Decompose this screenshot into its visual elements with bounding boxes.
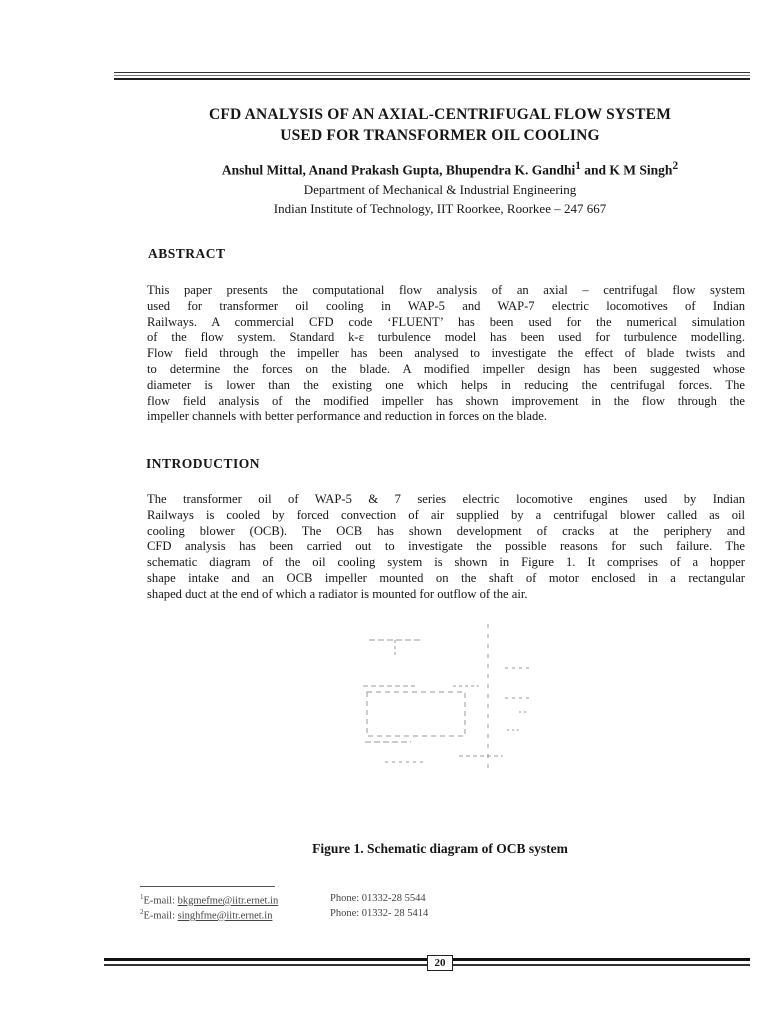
author-names: Anshul Mittal, Anand Prakash Gupta, Bhupendra K. Gandhi (221, 162, 576, 178)
paper-title (160, 104, 720, 146)
footnote-rule (140, 886, 275, 887)
abstract-body (147, 283, 745, 425)
footnote-phone: Phone: 01332-28 5544 (330, 893, 426, 904)
title-line-1: CFD ANALYSIS OF AN AXIAL-CENTRIFUGAL FLOW SYSTEM (208, 106, 672, 123)
footnote-marker: 2 (140, 908, 144, 916)
department: Department of Mechanical & Industrial Engineering (303, 182, 577, 197)
introduction-heading: INTRODUCTION (146, 456, 261, 471)
text-line: flow field analysis of the modified impeller has shown improvement in the flow through the (147, 393, 745, 408)
text-line: of the flow system. Standard k-ε turbulence model has been used for turbulence modelling. (147, 330, 745, 345)
footnote-marker: 1 (140, 893, 144, 901)
schematic-figure (355, 620, 545, 780)
author-superscript: 2 (672, 160, 679, 172)
text-line: cooling blower (OCB). The OCB has shown development of cracks at the periphery and (147, 523, 745, 538)
text-line: shape intake and an OCB impeller mounted on the shaft of motor enclosed in a rectangular (147, 570, 745, 585)
text-line: This paper presents the computational flow analysis of an axial – centrifugal flow system (147, 283, 745, 297)
text-line: to determine the forces on the blade. A modified impeller design has been suggested whose (147, 361, 745, 376)
author-names-last: and K M Singh (580, 162, 673, 178)
title-line-2: USED FOR TRANSFORMER OIL COOLING (280, 127, 600, 144)
introduction-body (147, 492, 745, 603)
footnote-phone: Phone: 01332- 28 5414 (330, 908, 429, 919)
author-superscript: 1 (575, 160, 581, 172)
abstract-heading: ABSTRACT (148, 246, 226, 261)
text-line: impeller channels with better performance and reduction in forces on the blade. (147, 409, 548, 424)
affiliation (150, 180, 730, 218)
schematic-diagram (355, 620, 545, 780)
text-line: CFD analysis has been carried out to investigate the possible reasons for such failure. The (147, 539, 745, 554)
text-line: shaped duct at the end of which a radiator is mounted for outflow of the air. (147, 586, 528, 601)
text-line: used for transformer oil cooling in WAP-5 and WAP-7 electric locomotives of Indian (147, 298, 745, 313)
text-line: Flow field through the impeller has been analysed to investigate the effect of blade twists and (147, 346, 745, 361)
text-line: diameter is lower than the existing one which helps in reducing the centrifugal forces. The (147, 377, 745, 392)
text-line: schematic diagram of the oil cooling system is shown in Figure 1. It comprises of a hopper (147, 555, 745, 570)
footnote-email-link[interactable]: bkgmefme@iitr.ernet.in (177, 895, 279, 907)
author-list (150, 160, 750, 179)
footnote (140, 908, 560, 922)
page-number: 20 (427, 955, 453, 971)
footnote-email-label: E-mail: (143, 910, 178, 922)
footnote-email-link[interactable]: singhfme@iitr.ernet.in (177, 910, 273, 922)
text-line: The transformer oil of WAP-5 & 7 series electric locomotive engines used by Indian (147, 492, 745, 506)
footnote (140, 893, 560, 907)
text-line: Railways. A commercial CFD code ‘FLUENT’ has been used for the numerical simulation (147, 314, 745, 329)
header-rule (114, 72, 750, 80)
institute: Indian Institute of Technology, IIT Roorkee, Roorkee – 247 667 (273, 201, 607, 216)
footnote-email-label: E-mail: (143, 895, 178, 907)
text-line: Railways is cooled by forced convection of air supplied by a centrifugal blower called as oil (147, 507, 745, 522)
figure-caption: Figure 1. Schematic diagram of OCB system (312, 841, 568, 856)
